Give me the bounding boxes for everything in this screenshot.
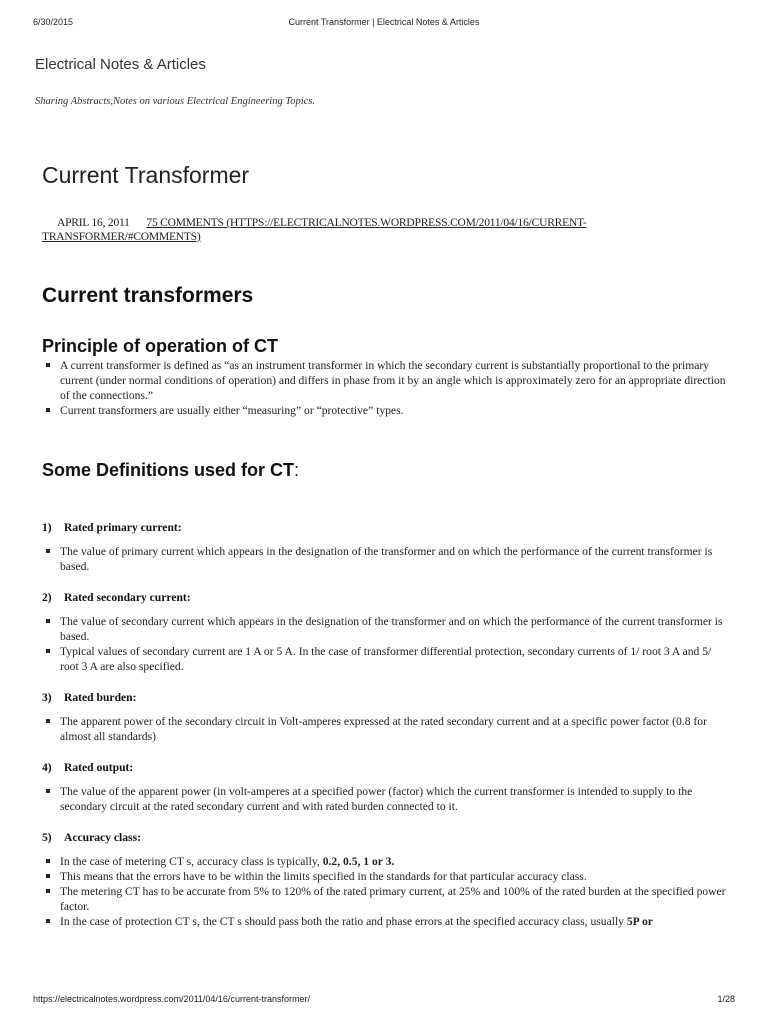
square-bullet-icon	[46, 363, 50, 367]
square-bullet-icon	[46, 919, 50, 923]
print-url: https://electricalnotes.wordpress.com/2011/04/16/current-transformer/	[33, 994, 310, 1004]
post-title: Current Transformer	[42, 162, 250, 188]
list-item: The apparent power of the secondary circuit in Volt-amperes expressed at the rated secondary current and at a specific power factor (0.8 for almost all standards)	[60, 714, 732, 744]
definition-heading: 4) Rated output:	[42, 761, 134, 774]
article	[42, 158, 732, 929]
definition-heading: 2) Rated secondary current:	[42, 591, 191, 604]
list-item: The value of primary current which appears in the designation of the transformer and on which the performance of the current transformer is based.	[60, 544, 732, 574]
site-tagline: Sharing Abstracts,Notes on various Electrical Engineering Topics.	[35, 96, 315, 107]
definition-heading: 3) Rated burden:	[42, 691, 137, 704]
list-item: The value of secondary current which appears in the designation of the transformer and on which the performance of the current transformer is based.	[60, 614, 732, 644]
principle-list	[42, 358, 732, 418]
definition-list	[42, 714, 732, 744]
definition-list	[42, 854, 732, 929]
square-bullet-icon	[46, 408, 50, 412]
definition-heading: 1) Rated primary current:	[42, 521, 182, 534]
square-bullet-icon	[46, 719, 50, 723]
square-bullet-icon	[46, 619, 50, 623]
square-bullet-icon	[46, 549, 50, 553]
square-bullet-icon	[46, 889, 50, 893]
list-item: The value of the apparent power (in volt-amperes at a specified power (factor) which the current transformer is intended to supply to the secondary circuit at the rated secondary current and with rated burden connected to it.	[60, 784, 732, 814]
list-item: Typical values of secondary current are 1 A or 5 A. In the case of transformer differential protection, secondary currents of 1/ root 3 A and 5/ root 3 A are also specified.	[60, 644, 732, 674]
square-bullet-icon	[46, 649, 50, 653]
list-item: In the case of protection CT s, the CT s should pass both the ratio and phase errors at the specified accuracy class, usually 5P or	[60, 914, 732, 929]
definition-list	[42, 784, 732, 814]
definition-list	[42, 544, 732, 574]
heading-definitions: Some Definitions used for CT:	[42, 460, 300, 480]
list-item: This means that the errors have to be within the limits specified in the standards for that particular accuracy class.	[60, 869, 732, 884]
square-bullet-icon	[46, 859, 50, 863]
post-meta	[42, 216, 732, 244]
heading-current-transformers: Current transformers	[42, 284, 254, 307]
print-page-title: Current Transformer | Electrical Notes & Articles	[288, 17, 480, 27]
list-item: The metering CT has to be accurate from 5% to 120% of the rated primary current, at 25% and 100% of the rated burden at the specified power factor.	[60, 884, 732, 914]
definition-list	[42, 614, 732, 674]
site-title-link[interactable]: Electrical Notes & Articles	[35, 56, 206, 73]
post-date: APRIL 16, 2011	[57, 217, 130, 229]
comments-link[interactable]: 75 COMMENTS (HTTPS://ELECTRICALNOTES.WORDPRESS.COM/2011/04/16/CURRENT-TRANSFORMER/#COMMENTS)	[42, 217, 587, 243]
print-header	[33, 17, 735, 31]
print-date: 6/30/2015	[33, 17, 74, 27]
print-footer	[33, 994, 735, 1008]
page-number: 1/28	[717, 994, 735, 1004]
list-item: In the case of metering CT s, accuracy class is typically, 0.2, 0.5, 1 or 3.	[60, 854, 732, 869]
site-title[interactable]	[35, 56, 206, 73]
list-item: A current transformer is defined as “as an instrument transformer in which the secondary current is substantially proportional to the primary current (under normal conditions of operation) and differs in phase from it by an angle which is approximately zero for an appropriate direction of the connections.”	[60, 358, 732, 403]
list-item: Current transformers are usually either “measuring” or “protective” types.	[60, 403, 732, 418]
definition-heading: 5) Accuracy class:	[42, 831, 141, 844]
heading-principle-of-operation: Principle of operation of CT	[42, 336, 279, 356]
square-bullet-icon	[46, 874, 50, 878]
square-bullet-icon	[46, 789, 50, 793]
